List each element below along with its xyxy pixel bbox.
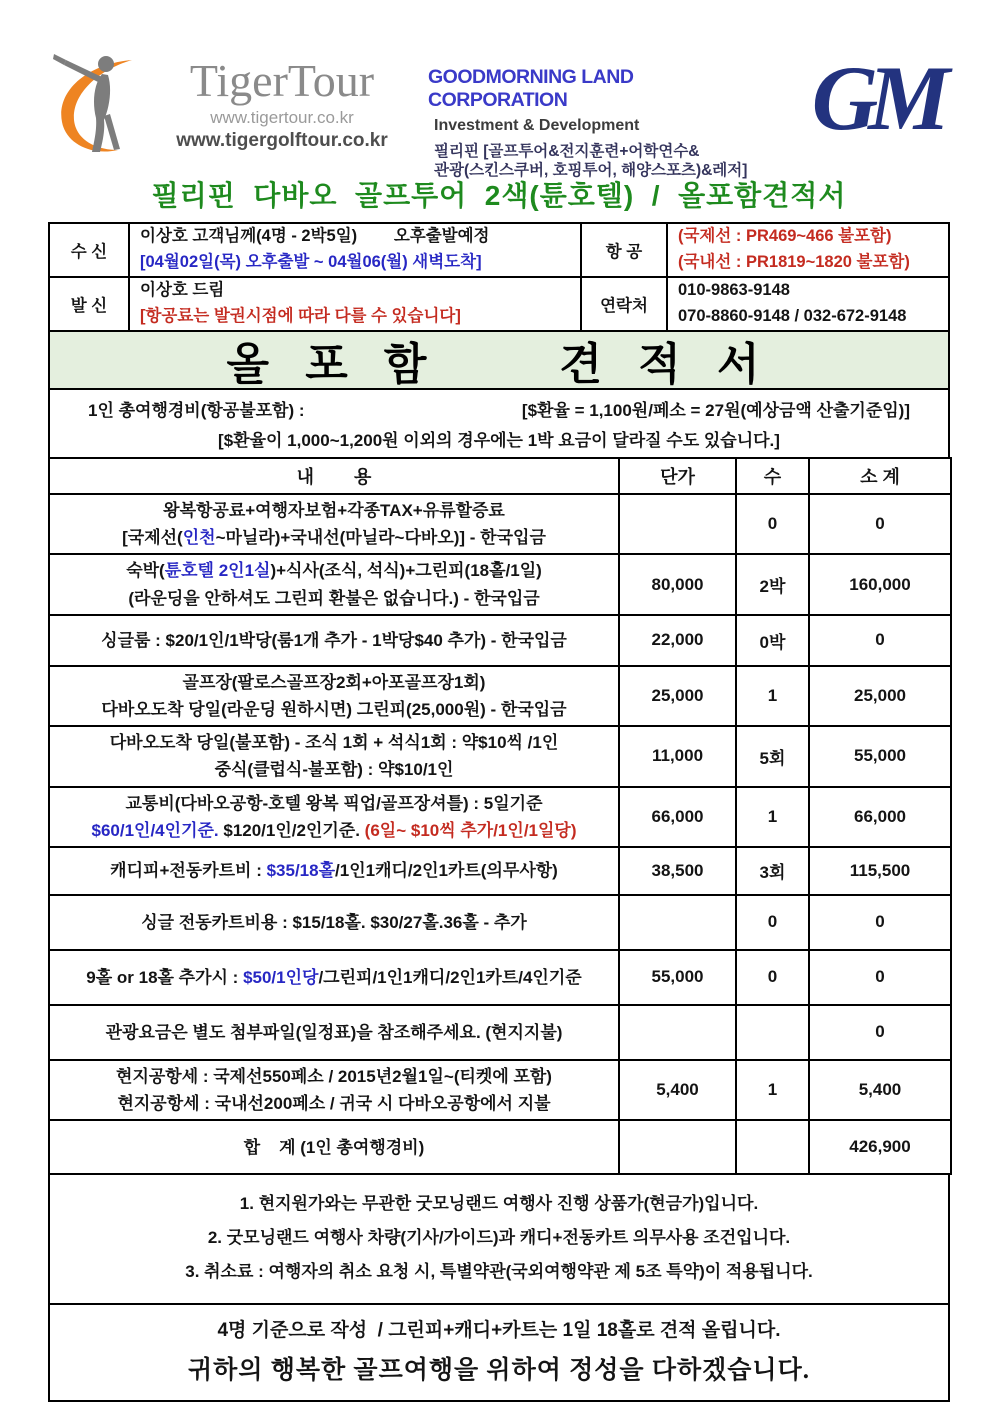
quote-unit-price: 38,500 [619,847,736,895]
col-header-unit-price: 단가 [619,458,736,494]
quote-text-segment: 인천 [182,528,216,548]
quote-item-line [54,497,614,524]
flight-label: 항 공 [581,223,667,277]
quote-text-segment: /그린피/1인1캐디/2인1카트/4인기준 [318,967,582,987]
quote-item-description [49,726,619,786]
quote-subtotal: 0 [809,950,951,1005]
quote-qty: 1 [736,1060,809,1120]
sender-line2: [항공료는 발권시점에 따라 다를 수 있습니다] [140,307,461,325]
quote-row [49,787,951,847]
quote-text-segment: )+식사(조식, 석식)+그린피(18홀/1일) [270,561,542,581]
footer-box [48,1303,950,1402]
tigertour-url-bold: www.tigergolftour.co.kr [176,130,388,151]
quote-row [49,895,951,950]
quote-unit-price: 25,000 [619,666,736,726]
quote-item-description [49,666,619,726]
quote-text-segment: (6일~ $10씩 추가/1인/1일당) [364,820,577,840]
quote-item-description [49,615,619,666]
quote-text-segment: 중식(클럽식-불포함) : 약$10/1인 [214,760,454,780]
quote-item-line [54,585,614,612]
quote-subtotal: 25,000 [809,666,951,726]
quote-subtotal: 0 [809,1005,951,1060]
tigertour-name: TigerTour [189,55,375,106]
notes-box [48,1173,950,1305]
quote-table [48,457,952,1175]
tigertour-logo [48,50,416,160]
quote-text-segment: 싱글룸 : $20/1인/1박당(룸1개 추가 - 1박당$40 추가) - 한국입금 [101,630,567,650]
quote-text-segment: 현지공항세 : 국내선200페소 / 귀국 시 다바오공항에서 지불 [117,1094,551,1114]
note-line: 1. 현지원가와는 무관한 굿모닝랜드 여행사 진행 상품가(현금가)입니다. [239,1194,759,1214]
flight-line2: (국내선 : PR1819~1820 불포함) [678,253,910,271]
footer-greeting-line: 귀하의 행복한 골프여행을 위하여 정성을 다하겠습니다. [188,1357,810,1385]
quote-qty: 3회 [736,847,809,895]
sender-content [129,277,581,331]
col-header-content: 내 용 [49,458,619,494]
quote-item-line [54,1063,614,1090]
quote-qty [736,1005,809,1060]
quote-item-description [49,1060,619,1120]
quote-text-segment: 왕복항공료+여행자보험+각종TAX+유류할증료 [163,501,505,520]
quote-item-line [54,1019,614,1046]
quote-subtotal: 0 [809,895,951,950]
quote-item-line [54,756,614,783]
note-line: 2. 굿모닝랜드 여행사 차량(기사/가이드)과 캐디+전동카트 의무사용 조건입니다. [207,1228,791,1248]
quote-text-segment: $35/18홀 [266,861,336,881]
quote-item-description [49,787,619,847]
quote-text-segment: 관광요금은 별도 첨부파일(일정표)을 참조해주세요. (현지지불) [105,1022,563,1042]
quote-unit-price [619,494,736,554]
exchange-rate-note: [$환율이 1,000~1,200원 이외의 경우에는 1박 요금이 달라질 수도 있습니다.] [218,431,780,450]
corp-subtitle: Investment & Development [434,117,640,134]
quote-text-segment: 다바오도착 당일(라운딩 원하시면) 그린피(25,000원) - 한국입금 [101,699,567,719]
golfer-swoosh-icon [48,50,152,160]
quote-item-line [54,669,614,696]
quote-item-line [54,857,614,884]
quote-unit-price: 80,000 [619,554,736,614]
quote-text-segment: $60/1인/4인기준. [91,820,219,840]
quote-unit-price [619,895,736,950]
quote-item-line [54,557,614,584]
quote-item-line [54,1134,614,1161]
quote-item-description [49,1005,619,1060]
quote-unit-price: 55,000 [619,950,736,1005]
quote-row [49,666,951,726]
info-row-sender [49,277,949,331]
quote-row [49,1005,951,1060]
quote-subtotal: 55,000 [809,726,951,786]
quote-row [49,615,951,666]
quote-text-segment: 숙박( [126,561,165,581]
quote-text-segment: ~마닐라)+국내선(마닐라~다바오)] - 한국입금 [215,528,546,548]
quote-row [49,1060,951,1120]
exchange-rate-text: [$환율 = 1,100원/페소 = 27원(예상금액 산출기준임)] [521,401,910,420]
quote-text-segment: 캐디피+전동카트비 : [110,861,267,881]
quote-row [49,1120,951,1174]
flight-line1: (국제선 : PR469~466 불포함) [678,227,892,246]
quote-header-row [49,458,951,494]
sender-label: 발 신 [49,277,129,331]
quote-row [49,554,951,614]
goodmorning-corp-block [428,50,768,181]
quote-item-description [49,895,619,950]
banner-title: 올 포 함 견 적 서 [226,340,772,389]
quote-unit-price: 66,000 [619,787,736,847]
quote-text-segment: 교통비(다바오공항-호텔 왕복 픽업/골프장셔틀) : 5일기준 [125,793,543,813]
quote-subtotal: 0 [809,615,951,666]
quote-row [49,847,951,895]
contact-line1: 010-9863-9148 [678,281,790,300]
contact-content [667,277,949,331]
quote-qty: 2박 [736,554,809,614]
quote-text-segment: 9홀 or 18홀 추가시 : [86,967,244,987]
quote-qty: 0 [736,494,809,554]
quote-qty: 0박 [736,615,809,666]
quotation-document [48,47,950,1402]
tigertour-text [152,50,412,152]
corp-description-line1: 필리핀 [골프투어&전지훈련+어학연수& [434,143,700,160]
quote-row [49,726,951,786]
quote-unit-price: 22,000 [619,615,736,666]
flight-content [667,223,949,277]
contact-line2: 070-8860-9148 / 032-672-9148 [678,307,907,325]
info-row-recipient [49,223,949,277]
tigertour-url-small: www.tigertour.co.kr [210,108,354,127]
document-title: 필리핀 다바오 골프투어 2색(튠호텔) / 올포함견적서 [151,180,847,211]
footer-basis-line: 4명 기준으로 작성 / 그린피+캐디+카트는 1일 18홀로 견적 올립니다. [217,1320,781,1342]
quote-qty: 0 [736,895,809,950]
quote-text-segment: $50/1인당 [243,967,319,987]
recipient-content [129,223,581,277]
quote-item-line [54,1090,614,1117]
contact-label: 연락처 [581,277,667,331]
quote-text-segment: 다바오도착 당일(불포함) - 조식 1회 + 석식1회 : 약$10씩 /1인 [109,733,559,753]
quote-subtotal: 66,000 [809,787,951,847]
quote-text-segment: 골프장(팔로스골프장2회+아포골프장1회) [182,672,486,692]
recipient-label: 수 신 [49,223,129,277]
quote-item-line [54,627,614,654]
quote-unit-price [619,1005,736,1060]
corp-name: GOODMORNING LAND CORPORATION [428,66,634,111]
quote-text-segment: 현지공항세 : 국제선550페소 / 2015년2월1일~(티켓에 포함) [116,1066,552,1086]
quote-table-body [49,494,951,1174]
quote-subtotal: 160,000 [809,554,951,614]
corp-description-line2: 관광(스킨스쿠버, 호핑투어, 해양스포츠)&레저] [434,162,748,180]
quote-subtotal: 5,400 [809,1060,951,1120]
quote-qty: 1 [736,666,809,726]
quote-item-line [54,817,614,844]
col-header-subtotal: 소 계 [809,458,951,494]
quote-unit-price: 5,400 [619,1060,736,1120]
quote-row [49,950,951,1005]
quote-item-line [54,909,614,936]
info-table [48,222,950,332]
quote-subtotal: 115,500 [809,847,951,895]
quote-item-line [54,964,614,991]
quote-unit-price: 11,000 [619,726,736,786]
recipient-line2: [04월02일(목) 오후출발 ~ 04월06(월) 새벽도착] [140,253,482,271]
quote-item-line [54,790,614,817]
quote-item-description [49,950,619,1005]
quote-qty: 5회 [736,726,809,786]
quote-item-description [49,554,619,614]
quote-qty: 0 [736,950,809,1005]
quote-item-line [54,524,614,551]
quote-text-segment: 튠호텔 2인1실 [164,561,271,581]
quote-text-segment: /1인1캐디/2인1카트(의무사항) [335,861,558,881]
gm-monogram-logo: GM [811,47,940,149]
recipient-line1: 이상호 고객님께(4명 - 2박5일) 오후출발예정 [140,227,490,246]
quote-row [49,494,951,554]
quote-item-line [54,729,614,756]
quote-text-segment: $120/1인/2인기준. [218,820,365,840]
quote-item-description [49,847,619,895]
banner [48,330,950,390]
total-cost-label: 1인 총여행경비(항공불포함) : [88,401,305,420]
quote-item-description [49,1120,619,1174]
note-line: 3. 취소료 : 여행자의 취소 요청 시, 특별약관(국외여행약관 제 5조 특약)이 적용됩니다. [185,1262,813,1282]
quote-text-segment: 싱글 전동카트비용 : $15/18홀. $30/27홀.36홀 - 추가 [141,912,527,932]
masthead [48,47,950,180]
quote-qty [736,1120,809,1174]
col-header-qty: 수 [736,458,809,494]
quote-item-line [54,696,614,723]
sender-line1: 이상호 드림 [140,281,225,300]
quote-text-segment: [국제선( [122,528,183,548]
quote-item-description [49,494,619,554]
exchange-rate-box [48,388,950,459]
quote-qty: 1 [736,787,809,847]
quote-text-segment: 합 계 (1인 총여행경비) [243,1137,425,1157]
quote-subtotal: 426,900 [809,1120,951,1174]
quote-subtotal: 0 [809,494,951,554]
quote-unit-price [619,1120,736,1174]
quote-text-segment: (라운딩을 안하셔도 그린피 환불은 없습니다.) - 한국입금 [128,588,540,608]
